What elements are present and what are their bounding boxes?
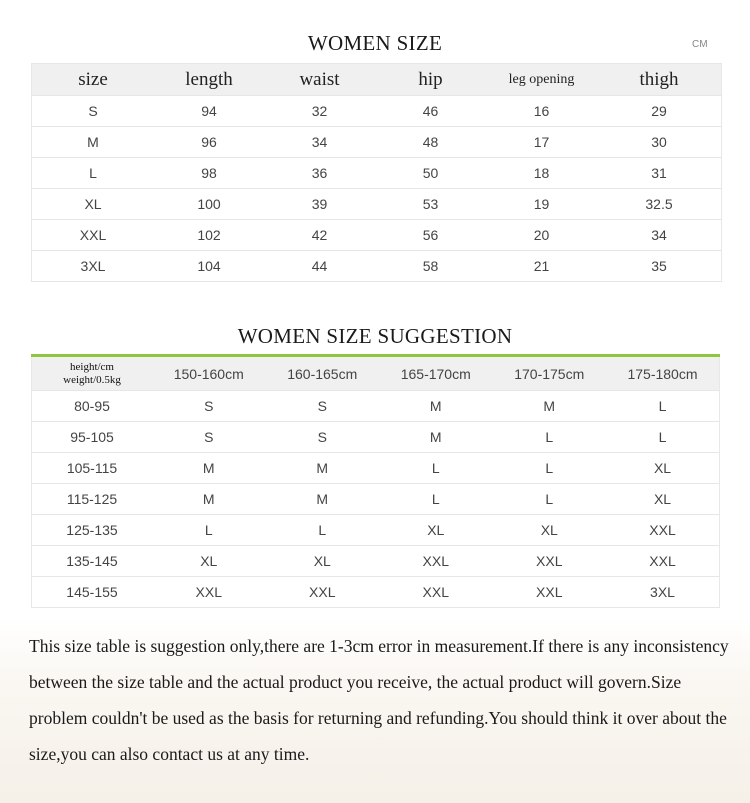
suggested-size-cell: S bbox=[152, 391, 266, 422]
weight-range-cell: 135-145 bbox=[32, 546, 153, 577]
suggested-size-cell: XXL bbox=[606, 515, 720, 546]
suggestion-row bbox=[32, 422, 720, 453]
suggested-size-cell: L bbox=[379, 453, 493, 484]
weight-range-cell: 95-105 bbox=[32, 422, 153, 453]
suggested-size-cell: XXL bbox=[379, 577, 493, 608]
header-thigh: thigh bbox=[597, 64, 722, 96]
unit-label: CM bbox=[692, 39, 708, 50]
size-chart-header-row bbox=[32, 64, 722, 96]
suggested-size-cell: XL bbox=[266, 546, 380, 577]
size-disclaimer-note: This size table is suggestion only,there are 1-3cm error in measurement.If there is any inconsistency between the size table and the actual product you receive, the actual product will govern.Size problem couldn't be used as the basis for returning and refunding.You should think it over about the size,you can also contact us at any time. bbox=[29, 636, 729, 764]
corner-weight-label: weight/0.5kg bbox=[63, 373, 121, 386]
size-cell: XL bbox=[32, 189, 155, 220]
size-cell: 29 bbox=[597, 96, 722, 127]
size-cell: 48 bbox=[375, 127, 486, 158]
size-cell: 3XL bbox=[32, 251, 155, 282]
size-cell: 46 bbox=[375, 96, 486, 127]
size-cell: 34 bbox=[597, 220, 722, 251]
size-cell: 44 bbox=[264, 251, 375, 282]
size-cell: 21 bbox=[486, 251, 597, 282]
size-cell: XXL bbox=[32, 220, 155, 251]
size-cell: 39 bbox=[264, 189, 375, 220]
suggested-size-cell: XL bbox=[606, 453, 720, 484]
suggested-size-cell: XXL bbox=[493, 577, 607, 608]
suggested-size-cell: 3XL bbox=[606, 577, 720, 608]
suggested-size-cell: M bbox=[266, 453, 380, 484]
suggestion-row bbox=[32, 391, 720, 422]
size-row bbox=[32, 220, 722, 251]
suggested-size-cell: M bbox=[152, 484, 266, 515]
size-cell: L bbox=[32, 158, 155, 189]
size-row bbox=[32, 158, 722, 189]
suggested-size-cell: M bbox=[379, 391, 493, 422]
suggestion-header-row bbox=[32, 356, 720, 391]
header-length: length bbox=[154, 64, 264, 96]
header-waist: waist bbox=[264, 64, 375, 96]
size-chart-table bbox=[31, 63, 722, 282]
weight-range-cell: 145-155 bbox=[32, 577, 153, 608]
size-cell: M bbox=[32, 127, 155, 158]
suggested-size-cell: XL bbox=[152, 546, 266, 577]
size-row bbox=[32, 189, 722, 220]
suggested-size-cell: XXL bbox=[152, 577, 266, 608]
suggestion-row bbox=[32, 577, 720, 608]
weight-range-cell: 115-125 bbox=[32, 484, 153, 515]
suggested-size-cell: XXL bbox=[606, 546, 720, 577]
suggested-size-cell: L bbox=[493, 484, 607, 515]
suggested-size-cell: XXL bbox=[493, 546, 607, 577]
size-cell: 16 bbox=[486, 96, 597, 127]
size-cell: 94 bbox=[154, 96, 264, 127]
suggestion-row bbox=[32, 484, 720, 515]
height-header: 165-170cm bbox=[379, 356, 493, 391]
size-cell: 102 bbox=[154, 220, 264, 251]
size-suggestion-title: WOMEN SIZE SUGGESTION bbox=[237, 324, 513, 348]
height-header: 160-165cm bbox=[266, 356, 380, 391]
suggested-size-cell: M bbox=[266, 484, 380, 515]
size-cell: 56 bbox=[375, 220, 486, 251]
suggested-size-cell: L bbox=[379, 484, 493, 515]
size-suggestion-table bbox=[31, 354, 720, 608]
suggested-size-cell: L bbox=[606, 391, 720, 422]
suggested-size-cell: L bbox=[266, 515, 380, 546]
suggested-size-cell: L bbox=[493, 422, 607, 453]
suggested-size-cell: XXL bbox=[379, 546, 493, 577]
header-leg-opening: leg opening bbox=[486, 64, 597, 96]
suggested-size-cell: XL bbox=[379, 515, 493, 546]
size-cell: 30 bbox=[597, 127, 722, 158]
suggested-size-cell: M bbox=[493, 391, 607, 422]
size-cell: 96 bbox=[154, 127, 264, 158]
size-cell: 36 bbox=[264, 158, 375, 189]
suggested-size-cell: S bbox=[266, 391, 380, 422]
size-cell: 32 bbox=[264, 96, 375, 127]
size-cell: 53 bbox=[375, 189, 486, 220]
size-row bbox=[32, 96, 722, 127]
size-cell: 17 bbox=[486, 127, 597, 158]
suggested-size-cell: M bbox=[152, 453, 266, 484]
header-hip: hip bbox=[375, 64, 486, 96]
size-cell: 58 bbox=[375, 251, 486, 282]
suggested-size-cell: S bbox=[152, 422, 266, 453]
size-row bbox=[32, 251, 722, 282]
suggested-size-cell: XXL bbox=[266, 577, 380, 608]
size-cell: 100 bbox=[154, 189, 264, 220]
size-cell: 50 bbox=[375, 158, 486, 189]
suggested-size-cell: L bbox=[606, 422, 720, 453]
weight-range-cell: 125-135 bbox=[32, 515, 153, 546]
suggested-size-cell: L bbox=[152, 515, 266, 546]
height-header: 150-160cm bbox=[152, 356, 266, 391]
suggestion-row bbox=[32, 546, 720, 577]
suggested-size-cell: XL bbox=[606, 484, 720, 515]
height-header: 175-180cm bbox=[606, 356, 720, 391]
corner-height-label: height/cm bbox=[70, 360, 114, 373]
size-cell: 32.5 bbox=[597, 189, 722, 220]
suggestion-row bbox=[32, 453, 720, 484]
size-cell: 19 bbox=[486, 189, 597, 220]
suggested-size-cell: M bbox=[379, 422, 493, 453]
size-chart-title: WOMEN SIZE bbox=[307, 31, 443, 55]
header-size: size bbox=[32, 64, 155, 96]
size-cell: 31 bbox=[597, 158, 722, 189]
size-cell: 104 bbox=[154, 251, 264, 282]
size-cell: S bbox=[32, 96, 155, 127]
size-cell: 20 bbox=[486, 220, 597, 251]
size-cell: 42 bbox=[264, 220, 375, 251]
suggested-size-cell: XL bbox=[493, 515, 607, 546]
size-cell: 34 bbox=[264, 127, 375, 158]
size-row bbox=[32, 127, 722, 158]
height-weight-corner bbox=[32, 356, 153, 391]
size-cell: 18 bbox=[486, 158, 597, 189]
height-header: 170-175cm bbox=[493, 356, 607, 391]
size-cell: 98 bbox=[154, 158, 264, 189]
size-cell: 35 bbox=[597, 251, 722, 282]
weight-range-cell: 80-95 bbox=[32, 391, 153, 422]
suggested-size-cell: S bbox=[266, 422, 380, 453]
suggestion-row bbox=[32, 515, 720, 546]
weight-range-cell: 105-115 bbox=[32, 453, 153, 484]
suggested-size-cell: L bbox=[493, 453, 607, 484]
